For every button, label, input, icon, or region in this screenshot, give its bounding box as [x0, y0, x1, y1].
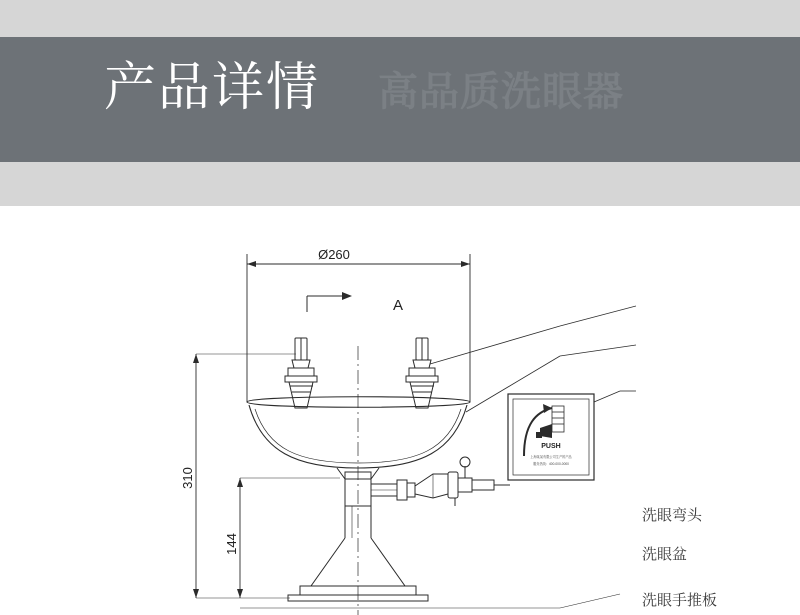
dimension-diameter-top	[247, 254, 470, 402]
dimension-height-310	[193, 354, 296, 598]
banner-subtitle: 高品质洗眼器	[378, 70, 624, 114]
dimension-310-text: 310	[180, 467, 195, 489]
banner-band-bottom	[0, 162, 800, 206]
dimension-diameter-text: Ø260	[318, 247, 350, 262]
dimension-144-text: 144	[224, 533, 239, 555]
eyewash-bowl	[247, 397, 470, 468]
callout-label-bowl: 洗眼盆	[642, 546, 688, 563]
sign-line-2: 服务热线：400-000-0000	[533, 462, 569, 466]
dimension-height-144	[237, 478, 340, 598]
callout-label-push-plate: 洗眼手推板	[642, 592, 718, 609]
push-label: PUSH	[541, 443, 561, 450]
push-sign-panel	[508, 394, 594, 480]
callout-label-elbow: 洗眼弯头	[642, 507, 703, 524]
banner-title: 产品详情	[104, 59, 321, 117]
flow-arrow	[307, 292, 352, 312]
section-letter-a: A	[392, 297, 404, 314]
sign-line-1: 上海某某有限公司生产的产品	[530, 455, 572, 459]
product-technical-drawing	[0, 206, 800, 615]
banner-band-top	[0, 0, 800, 37]
valve-assembly	[371, 457, 510, 506]
page-banner	[0, 0, 800, 206]
